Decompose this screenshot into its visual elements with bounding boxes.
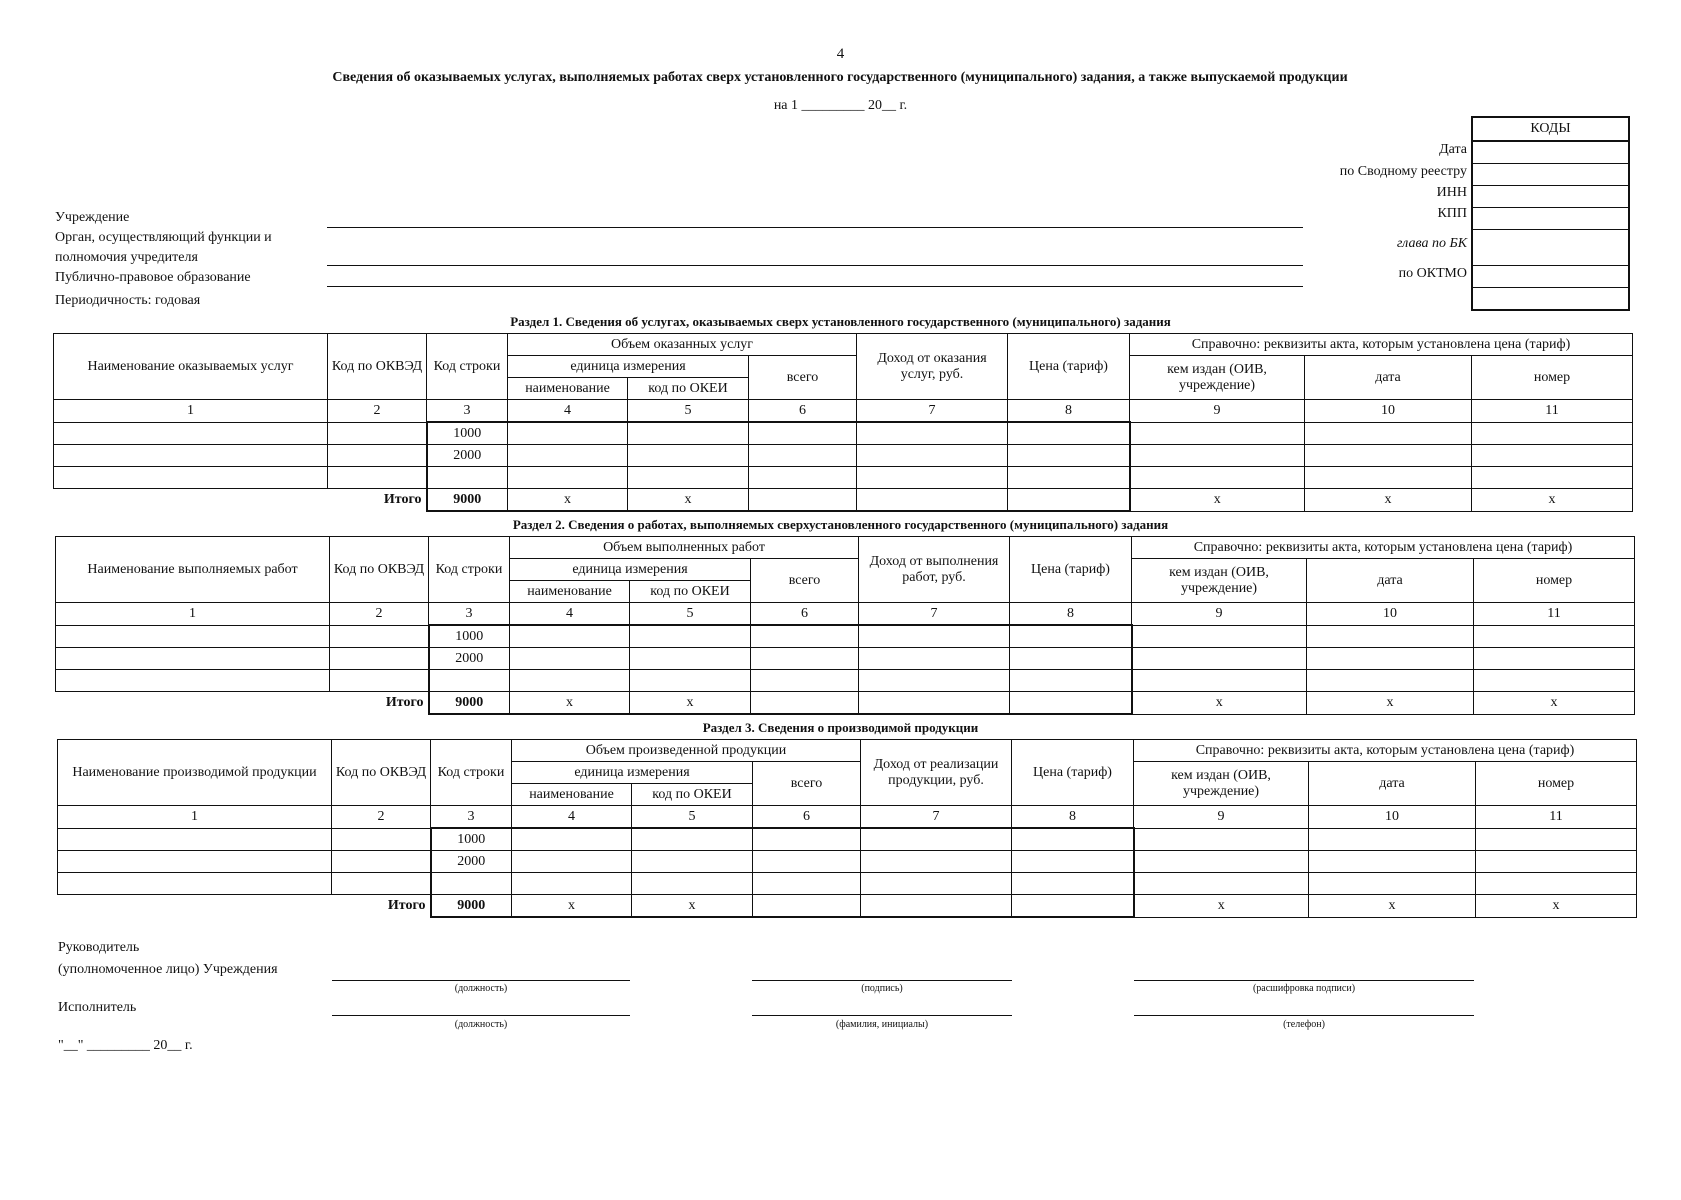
total-cell[interactable] (1012, 895, 1134, 918)
table-row (58, 873, 1637, 895)
data-cell[interactable] (1008, 422, 1130, 445)
col-header-unit: единица измерения (510, 559, 751, 581)
table-row (54, 422, 1633, 445)
col-number: 5 (630, 603, 751, 626)
data-cell[interactable] (1305, 467, 1472, 489)
codes-box (1471, 116, 1630, 311)
code-cell-date[interactable] (1473, 142, 1628, 164)
data-cell[interactable] (1474, 670, 1635, 692)
col-header-price: Цена (тариф) (1010, 537, 1132, 603)
total-x-cell: x (1309, 895, 1476, 918)
data-cell[interactable] (1474, 625, 1635, 648)
data-cell[interactable] (857, 445, 1008, 467)
code-cell-kpp[interactable] (1473, 208, 1628, 230)
col-number: 9 (1132, 603, 1307, 626)
code-cell-oktmo[interactable] (1473, 266, 1628, 288)
code-cell-registry[interactable] (1473, 164, 1628, 186)
col-number: 7 (859, 603, 1010, 626)
col-header-unit-okei: код по ОКЕИ (628, 378, 749, 400)
data-cell[interactable] (1472, 467, 1633, 489)
data-cell[interactable] (1134, 873, 1309, 895)
data-cell[interactable] (1134, 851, 1309, 873)
data-cell[interactable] (508, 422, 628, 445)
data-cell[interactable] (58, 851, 332, 873)
total-x-cell: x (508, 489, 628, 512)
col-header-name: Наименование производимой продукции (58, 740, 332, 806)
row-code-cell (431, 873, 512, 895)
data-cell[interactable] (330, 670, 429, 692)
total-cell[interactable] (857, 489, 1008, 512)
data-cell[interactable] (1010, 648, 1132, 670)
col-header-volume: Объем оказанных услуг (508, 334, 857, 356)
codes-label-date: Дата (1439, 142, 1467, 157)
data-cell[interactable] (330, 648, 429, 670)
total-cell[interactable] (753, 895, 861, 918)
col-header-reference: Справочно: реквизиты акта, которым установлена цена (тариф) (1132, 537, 1635, 559)
col-number: 11 (1476, 806, 1637, 829)
data-cell[interactable] (1309, 851, 1476, 873)
col-header-number: номер (1476, 762, 1637, 806)
col-header-total: всего (749, 356, 857, 400)
col-header-date: дата (1305, 356, 1472, 400)
data-cell[interactable] (857, 422, 1008, 445)
total-x-cell: x (1132, 692, 1307, 715)
col-number: 9 (1130, 400, 1305, 423)
col-number: 1 (54, 400, 328, 423)
total-x-cell: x (630, 692, 751, 715)
total-label: Итого (385, 695, 424, 710)
data-cell[interactable] (628, 422, 749, 445)
data-cell[interactable] (1012, 873, 1134, 895)
executor-position-caption: (должность) (454, 1019, 508, 1030)
col-header-income: Доход от реализации продукции, руб. (861, 740, 1012, 806)
data-cell[interactable] (1474, 648, 1635, 670)
data-cell[interactable] (630, 625, 751, 648)
data-cell[interactable] (861, 828, 1012, 851)
page-title: Сведения об оказываемых услугах, выполняемых работах сверх установленного государственного (муниципального) задания, а также выпускаемой продукции (332, 70, 1348, 85)
head-label-line1: Руководитель (58, 940, 140, 955)
total-row (54, 489, 1633, 512)
total-cell[interactable] (861, 895, 1012, 918)
col-header-date: дата (1307, 559, 1474, 603)
executor-name-field[interactable] (752, 1015, 1012, 1016)
col-number: 1 (58, 806, 332, 829)
data-cell[interactable] (1010, 625, 1132, 648)
data-cell[interactable] (628, 467, 749, 489)
data-cell[interactable] (859, 625, 1010, 648)
data-cell[interactable] (1307, 625, 1474, 648)
signature-date-line: "__" _________ 20__ г. (58, 1038, 193, 1053)
total-x-cell: x (1307, 692, 1474, 715)
col-header-issued-by: кем издан (ОИВ, учреждение) (1130, 356, 1305, 400)
data-cell[interactable] (510, 648, 630, 670)
data-cell[interactable] (1476, 851, 1637, 873)
total-x-cell: x (632, 895, 753, 918)
col-number: 6 (753, 806, 861, 829)
code-cell-extra[interactable] (1473, 288, 1628, 309)
data-cell[interactable] (630, 670, 751, 692)
data-cell[interactable] (861, 851, 1012, 873)
data-cell[interactable] (328, 445, 427, 467)
data-cell[interactable] (749, 445, 857, 467)
col-header-okved: Код по ОКВЭД (330, 537, 429, 603)
data-cell[interactable] (751, 648, 859, 670)
data-cell[interactable] (1132, 648, 1307, 670)
institution-field[interactable] (327, 227, 1303, 228)
data-cell[interactable] (512, 851, 632, 873)
total-cell[interactable] (1010, 692, 1132, 715)
codes-label-registry: по Сводному реестру (1339, 164, 1467, 179)
total-code-cell: 9000 (429, 692, 510, 715)
codes-label-inn: ИНН (1436, 185, 1467, 200)
data-cell[interactable] (753, 851, 861, 873)
data-cell[interactable] (332, 828, 431, 851)
col-number: 2 (332, 806, 431, 829)
col-header-unit-okei: код по ОКЕИ (630, 581, 751, 603)
founder-label-line2: полномочия учредителя (55, 250, 198, 265)
col-header-total: всего (751, 559, 859, 603)
data-cell[interactable] (632, 828, 753, 851)
data-cell[interactable] (328, 467, 427, 489)
col-number: 9 (1134, 806, 1309, 829)
founder-field[interactable] (327, 265, 1303, 266)
table-row (56, 625, 1635, 648)
data-cell[interactable] (1008, 467, 1130, 489)
data-cell[interactable] (859, 648, 1010, 670)
col-header-unit: единица измерения (512, 762, 753, 784)
col-header-price: Цена (тариф) (1012, 740, 1134, 806)
total-x-cell: x (1474, 692, 1635, 715)
data-cell[interactable] (508, 445, 628, 467)
col-header-income: Доход от выполнения работ, руб. (859, 537, 1010, 603)
total-label: Итого (383, 492, 422, 507)
total-x-cell: x (1472, 489, 1633, 512)
data-cell[interactable] (512, 828, 632, 851)
head-transcript-caption: (расшифровка подписи) (1252, 983, 1356, 994)
row-code-cell: 2000 (427, 445, 508, 467)
col-header-income: Доход от оказания услуг, руб. (857, 334, 1008, 400)
institution-label: Учреждение (55, 210, 130, 225)
codes-label-kpp: КПП (1437, 206, 1467, 221)
col-header-volume: Объем выполненных работ (510, 537, 859, 559)
col-number: 7 (857, 400, 1008, 423)
col-number: 4 (512, 806, 632, 829)
col-header-total: всего (753, 762, 861, 806)
founder-label-line1: Орган, осуществляющий функции и (55, 230, 272, 245)
executor-position-field[interactable] (332, 1015, 630, 1016)
row-code-cell: 1000 (429, 625, 510, 648)
col-header-reference: Справочно: реквизиты акта, которым установлена цена (тариф) (1134, 740, 1637, 762)
table-row (56, 670, 1635, 692)
col-header-date: дата (1309, 762, 1476, 806)
head-position-caption: (должность) (454, 983, 508, 994)
data-cell[interactable] (1012, 828, 1134, 851)
head-transcript-field[interactable] (1134, 980, 1474, 981)
data-cell[interactable] (512, 873, 632, 895)
col-header-row-code: Код строки (427, 334, 508, 400)
data-cell[interactable] (1476, 828, 1637, 851)
col-header-name: Наименование оказываемых услуг (54, 334, 328, 400)
executor-label: Исполнитель (58, 1000, 137, 1015)
col-header-unit: единица измерения (508, 356, 749, 378)
section-1-title: Раздел 1. Сведения об услугах, оказываемых сверх установленного государственного (муниципального) задания (510, 314, 1171, 329)
total-cell[interactable] (859, 692, 1010, 715)
head-label-line2: (уполномоченное лицо) Учреждения (58, 962, 278, 977)
col-header-number: номер (1474, 559, 1635, 603)
total-x-cell: x (1305, 489, 1472, 512)
total-cell[interactable] (1008, 489, 1130, 512)
col-header-number: номер (1472, 356, 1633, 400)
table-row (54, 467, 1633, 489)
col-number: 5 (632, 806, 753, 829)
data-cell[interactable] (751, 670, 859, 692)
total-cell[interactable] (751, 692, 859, 715)
col-header-name: Наименование выполняемых работ (56, 537, 330, 603)
data-cell[interactable] (54, 422, 328, 445)
data-cell[interactable] (1307, 648, 1474, 670)
col-number: 6 (749, 400, 857, 423)
data-cell[interactable] (58, 873, 332, 895)
data-cell[interactable] (332, 873, 431, 895)
data-cell[interactable] (56, 625, 330, 648)
total-x-cell: x (628, 489, 749, 512)
row-code-cell: 1000 (431, 828, 512, 851)
table-row (54, 445, 1633, 467)
total-label: Итого (387, 898, 426, 913)
section-2-table (55, 536, 1635, 715)
data-cell[interactable] (753, 873, 861, 895)
col-header-okved: Код по ОКВЭД (332, 740, 431, 806)
report-date-line: на 1 _________ 20__ г. (773, 98, 908, 113)
data-cell[interactable] (56, 670, 330, 692)
col-number: 1 (56, 603, 330, 626)
col-number: 10 (1309, 806, 1476, 829)
codes-label-bk: глава по БК (1396, 236, 1467, 251)
code-cell-bk[interactable] (1473, 230, 1628, 266)
data-cell[interactable] (328, 422, 427, 445)
data-cell[interactable] (1008, 445, 1130, 467)
head-signature-field[interactable] (752, 980, 1012, 981)
data-cell[interactable] (753, 828, 861, 851)
data-cell[interactable] (1305, 422, 1472, 445)
col-header-unit-name: наименование (512, 784, 632, 806)
table-row (58, 828, 1637, 851)
data-cell[interactable] (1130, 467, 1305, 489)
data-cell[interactable] (751, 625, 859, 648)
data-cell[interactable] (1130, 445, 1305, 467)
data-cell[interactable] (510, 625, 630, 648)
data-cell[interactable] (628, 445, 749, 467)
data-cell[interactable] (54, 467, 328, 489)
code-cell-inn[interactable] (1473, 186, 1628, 208)
data-cell[interactable] (749, 467, 857, 489)
total-x-cell: x (510, 692, 630, 715)
row-code-cell: 2000 (431, 851, 512, 873)
data-cell[interactable] (1305, 445, 1472, 467)
data-cell[interactable] (1132, 670, 1307, 692)
total-x-cell: x (512, 895, 632, 918)
table-row (58, 851, 1637, 873)
data-cell[interactable] (1472, 422, 1633, 445)
data-cell[interactable] (1472, 445, 1633, 467)
data-cell[interactable] (508, 467, 628, 489)
data-cell[interactable] (632, 851, 753, 873)
total-code-cell: 9000 (431, 895, 512, 918)
total-code-cell: 9000 (427, 489, 508, 512)
section-2-title: Раздел 2. Сведения о работах, выполняемых сверхустановленного государственного (муниципального) задания (512, 517, 1169, 532)
col-header-unit-name: наименование (510, 581, 630, 603)
data-cell[interactable] (54, 445, 328, 467)
col-number: 2 (328, 400, 427, 423)
col-header-unit-okei: код по ОКЕИ (632, 784, 753, 806)
executor-phone-field[interactable] (1134, 1015, 1474, 1016)
codes-header: КОДЫ (1473, 118, 1628, 142)
col-number: 3 (431, 806, 512, 829)
col-number: 11 (1474, 603, 1635, 626)
col-number: 5 (628, 400, 749, 423)
col-header-unit-name: наименование (508, 378, 628, 400)
total-x-cell: x (1130, 489, 1305, 512)
col-header-volume: Объем произведенной продукции (512, 740, 861, 762)
col-header-issued-by: кем издан (ОИВ, учреждение) (1132, 559, 1307, 603)
data-cell[interactable] (1130, 422, 1305, 445)
col-header-reference: Справочно: реквизиты акта, которым установлена цена (тариф) (1130, 334, 1633, 356)
total-cell[interactable] (749, 489, 857, 512)
executor-phone-caption: (телефон) (1283, 1019, 1325, 1030)
data-cell[interactable] (1012, 851, 1134, 873)
col-number: 8 (1010, 603, 1132, 626)
row-code-cell: 2000 (429, 648, 510, 670)
col-number: 10 (1307, 603, 1474, 626)
total-x-cell: x (1134, 895, 1309, 918)
public-entity-label: Публично-правовое образование (55, 270, 251, 285)
row-code-cell: 1000 (427, 422, 508, 445)
col-number: 4 (508, 400, 628, 423)
col-number: 6 (751, 603, 859, 626)
row-code-cell (427, 467, 508, 489)
data-cell[interactable] (859, 670, 1010, 692)
data-cell[interactable] (1307, 670, 1474, 692)
codes-label-oktmo: по ОКТМО (1398, 266, 1467, 281)
executor-name-caption: (фамилия, инициалы) (835, 1019, 929, 1030)
data-cell[interactable] (58, 828, 332, 851)
head-position-field[interactable] (332, 980, 630, 981)
data-cell[interactable] (1309, 828, 1476, 851)
data-cell[interactable] (330, 625, 429, 648)
col-number: 10 (1305, 400, 1472, 423)
table-row (56, 648, 1635, 670)
data-cell[interactable] (1010, 670, 1132, 692)
data-cell[interactable] (630, 648, 751, 670)
data-cell[interactable] (510, 670, 630, 692)
col-number: 3 (429, 603, 510, 626)
data-cell[interactable] (332, 851, 431, 873)
data-cell[interactable] (1309, 873, 1476, 895)
col-header-row-code: Код строки (431, 740, 512, 806)
data-cell[interactable] (56, 648, 330, 670)
head-signature-caption: (подпись) (861, 983, 903, 994)
section-3-title: Раздел 3. Сведения о производимой продукции (702, 720, 979, 735)
col-number: 8 (1008, 400, 1130, 423)
col-header-okved: Код по ОКВЭД (328, 334, 427, 400)
section-3-table (57, 739, 1637, 918)
col-number: 2 (330, 603, 429, 626)
data-cell[interactable] (632, 873, 753, 895)
data-cell[interactable] (857, 467, 1008, 489)
data-cell[interactable] (749, 422, 857, 445)
col-header-issued-by: кем издан (ОИВ, учреждение) (1134, 762, 1309, 806)
total-x-cell: x (1476, 895, 1637, 918)
data-cell[interactable] (861, 873, 1012, 895)
public-entity-field[interactable] (327, 286, 1303, 287)
col-number: 11 (1472, 400, 1633, 423)
col-number: 4 (510, 603, 630, 626)
col-number: 8 (1012, 806, 1134, 829)
col-header-price: Цена (тариф) (1008, 334, 1130, 400)
data-cell[interactable] (1134, 828, 1309, 851)
data-cell[interactable] (1476, 873, 1637, 895)
periodicity-label: Периодичность: годовая (55, 293, 201, 308)
total-row (56, 692, 1635, 715)
col-number: 7 (861, 806, 1012, 829)
page-number: 4 (836, 46, 845, 62)
col-header-row-code: Код строки (429, 537, 510, 603)
data-cell[interactable] (1132, 625, 1307, 648)
row-code-cell (429, 670, 510, 692)
section-1-table (53, 333, 1633, 512)
col-number: 3 (427, 400, 508, 423)
total-row (58, 895, 1637, 918)
